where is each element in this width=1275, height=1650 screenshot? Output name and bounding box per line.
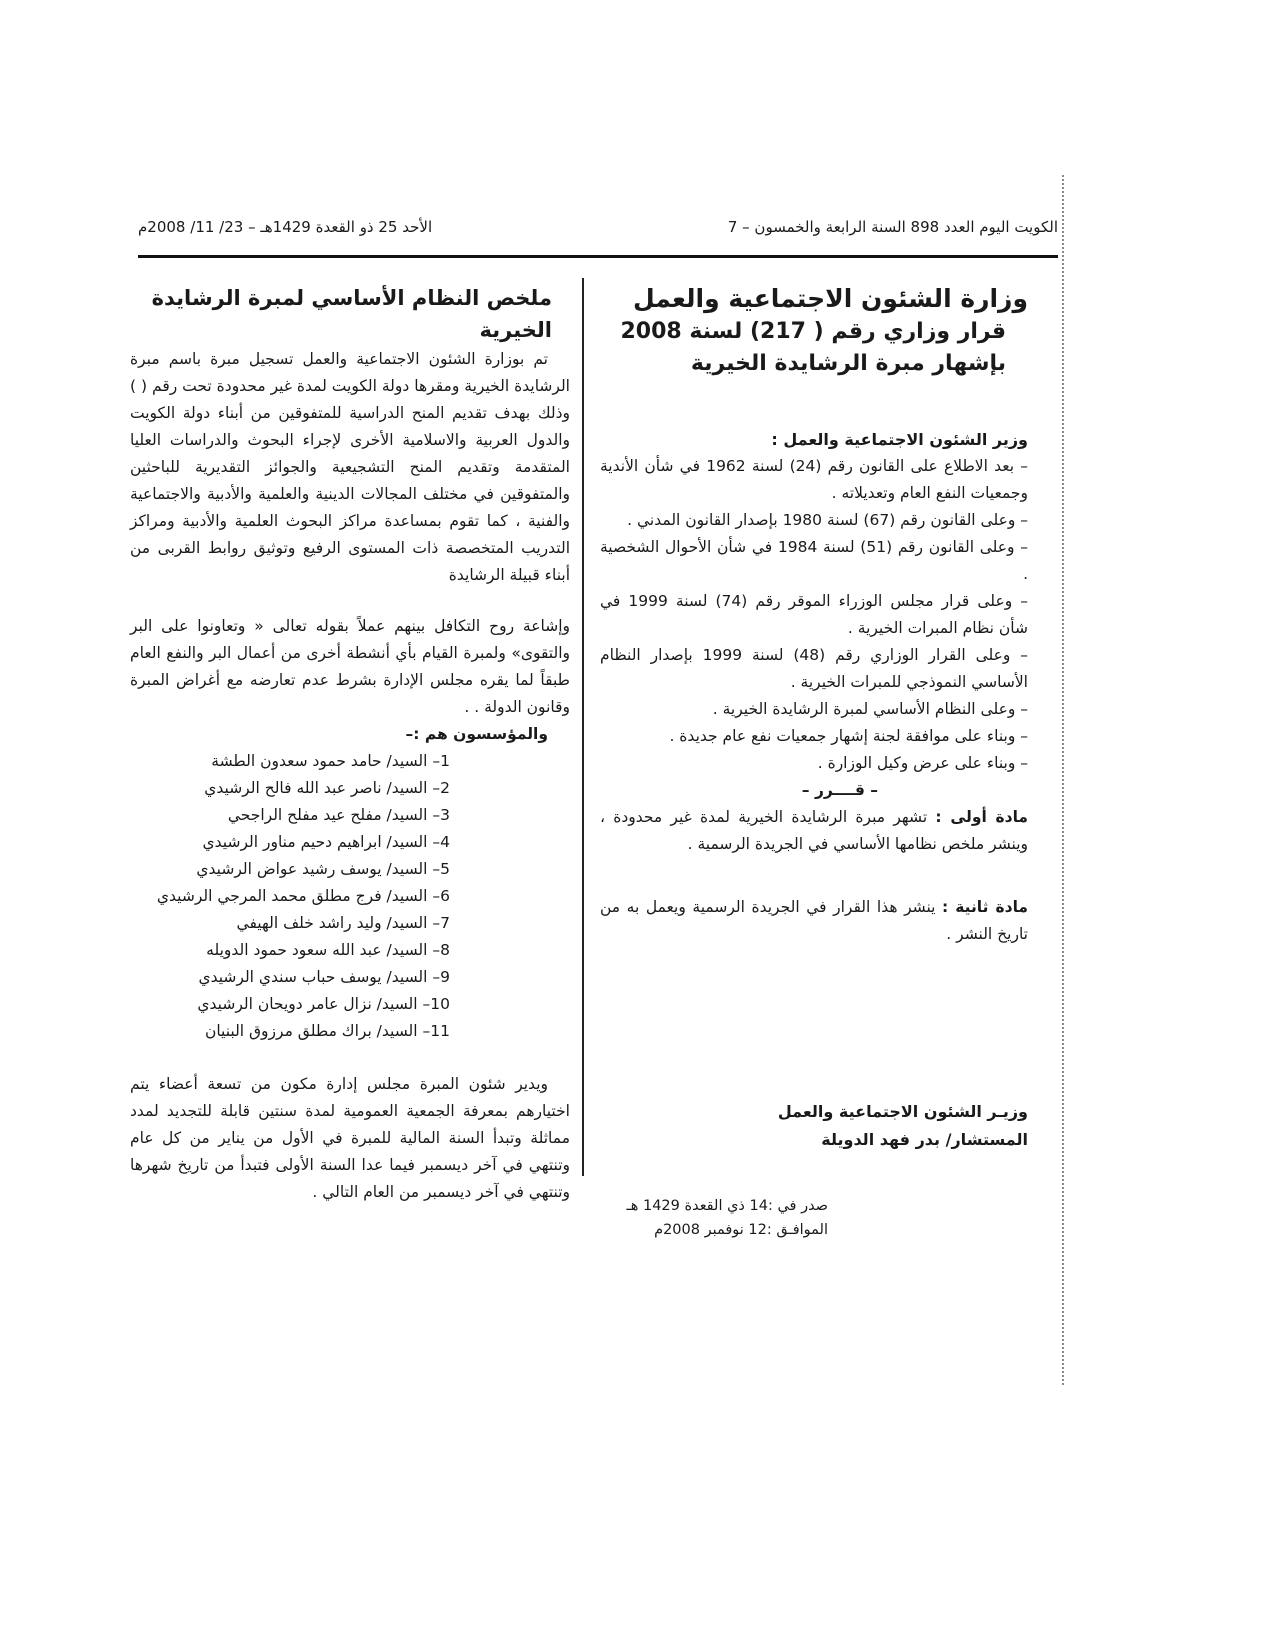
decides-heading: – قــــرر – — [801, 781, 878, 799]
preamble-item: – وبناء على موافقة لجنة إشهار جمعيات نفع عام جديدة . — [669, 727, 1028, 745]
signature-name: المستشار/ بدر فهد الدويلة — [821, 1130, 1028, 1149]
issued-hijri-date: صدر في :14 ذي القعدة 1429 هـ — [626, 1198, 828, 1214]
decision-addressee: وزير الشئون الاجتماعية والعمل : — [771, 430, 1028, 449]
issued-gregorian-date: الموافـق :12 نوفمبر 2008م — [654, 1222, 828, 1238]
article-two — [600, 894, 1028, 948]
article-one-label: مادة أولى : — [935, 808, 1028, 826]
column-divider — [582, 278, 584, 1176]
preamble-item: – وعلى القانون رقم (51) لسنة 1984 في شأن الأحوال الشخصية . — [600, 538, 1028, 583]
summary-paragraph: تم بوزارة الشئون الاجتماعية والعمل تسجيل مبرة باسم مبرة الرشايدة الخيرية ومقرها دولة الكويت لمدة غير محدودة تحت رقم ( ) وذلك بهدف تقديم المنح الدراسية للمتفوقين من أبناء دولة الكويت والدول العربية والاسلامية الأخرى لإجراء البحوث والدراسات العليا المتقدمة وتقديم المنح التشجيعية والجوائز التقديرية للباحثين والمتفوقين في مختلف المجالات الدينية والعلمية والأدبية والاجتماعية والفنية ، كما تقوم بمساعدة مراكز البحوث العلمية والأدبية ومراكز التدريب المتخصصة ذات المستوى الرفيع وتوثيق روابط القربى من أبناء قبيلة الرشايدة — [130, 350, 570, 584]
header-date: الأحد 25 ذو القعدة 1429هـ – 23/ 11/ 2008م — [138, 218, 433, 236]
founder-item: 1– السيد/ حامد حمود سعدون الطشة — [211, 752, 450, 770]
preamble-item: – بعد الاطلاع على القانون رقم (24) لسنة 1962 في شأن الأندية وجمعيات النفع العام وتعديلاته . — [600, 457, 1028, 502]
founders-heading: والمؤسسون هم :– — [405, 725, 548, 743]
page-header — [138, 218, 1058, 248]
founder-item: 9– السيد/ يوسف حباب سندي الرشيدي — [198, 968, 450, 986]
founder-item: 6– السيد/ فرج مطلق محمد المرجي الرشيدي — [156, 887, 450, 905]
founder-item: 2– السيد/ ناصر عبد الله فالح الرشيدي — [204, 779, 450, 797]
preamble-item: – وعلى القانون رقم (67) لسنة 1980 بإصدار القانون المدني . — [627, 511, 1028, 529]
decision-title: قرار وزاري رقم ( 217) لسنة 2008 — [620, 319, 1006, 344]
article-two-text: ينشر هذا القرار في الجريدة الرسمية ويعمل به من تاريخ النشر . — [600, 898, 1028, 943]
signature-title: وزيـر الشئون الاجتماعية والعمل — [777, 1102, 1028, 1121]
summary-title: ملخص النظام الأساسي لمبرة الرشايدة الخيرية — [151, 286, 552, 342]
founder-item: 8– السيد/ عبد الله سعود حمود الدويله — [206, 941, 450, 959]
header-rule — [138, 255, 1058, 258]
founder-item: 10– السيد/ نزال عامر دويحان الرشيدي — [197, 995, 450, 1013]
summary-paragraph: وإشاعة روح التكافل بينهم عملاً بقوله تعالى « وتعاونوا على البر والتقوى» ولمبرة القيام بأي أنشطة أخرى من أعمال البر والنفع العام طبقاً لما يقره مجلس الإدارة بشرط عدم تعارضه مع أغراض المبرة وقانون الدولة . . — [130, 617, 570, 716]
founder-item: 11– السيد/ براك مطلق مرزوق البنيان — [204, 1022, 450, 1040]
article-two-label: مادة ثانية : — [942, 898, 1028, 916]
preamble-item: – وعلى النظام الأساسي لمبرة الرشايدة الخيرية . — [712, 700, 1028, 718]
founder-item: 3– السيد/ مفلح عيد مفلح الراجحي — [227, 806, 450, 824]
preamble-item: – وعلى قرار مجلس الوزراء الموقر رقم (74) لسنة 1999 في شأن نظام المبرات الخيرية . — [600, 592, 1028, 637]
decision-subject: بإشهار مبرة الرشايدة الخيرية — [690, 351, 1006, 376]
founder-item: 7– السيد/ وليد راشد خلف الهيفي — [236, 914, 450, 932]
board-paragraph: ويدير شئون المبرة مجلس إدارة مكون من تسعة أعضاء يتم اختيارهم بمعرفة الجمعية العمومية لمدة سنتين قابلة للتجديد لمدد مماثلة وتبدأ السنة المالية للمبرة في الأول من يناير من كل عام وتنتهي في آخر ديسمبر فيما عدا السنة الأولى فتبدأ من تاريخ شهرها وتنتهي في آخر ديسمبر من العام التالي . — [130, 1075, 570, 1201]
header-issue-info: الكويت اليوم العدد 898 السنة الرابعة والخمسون – 7 — [727, 218, 1058, 236]
founder-item: 4– السيد/ ابراهيم دحيم مناور الرشيدي — [202, 833, 450, 851]
decision-column — [600, 282, 1028, 1242]
ministry-name: وزارة الشئون الاجتماعية والعمل — [632, 284, 1028, 313]
preamble-item: – وعلى القرار الوزاري رقم (48) لسنة 1999 بإصدار النظام الأساسي النموذجي للمبرات الخيرية . — [600, 646, 1028, 691]
article-one-text: تشهر مبرة الرشايدة الخيرية لمدة غير محدودة ، وينشر ملخص نظامها الأساسي في الجريدة الرسمية . — [600, 808, 1028, 853]
founder-item: 5– السيد/ يوسف رشيد عواض الرشيدي — [196, 860, 450, 878]
issue-dates — [600, 1194, 828, 1242]
signature-block — [600, 1098, 1028, 1154]
preamble-item: – وبناء على عرض وكيل الوزارة . — [817, 754, 1028, 772]
article-one — [600, 804, 1028, 858]
summary-column — [130, 282, 570, 1206]
founders-list — [130, 748, 570, 1045]
page-edge-dotted-line — [1062, 175, 1064, 1385]
